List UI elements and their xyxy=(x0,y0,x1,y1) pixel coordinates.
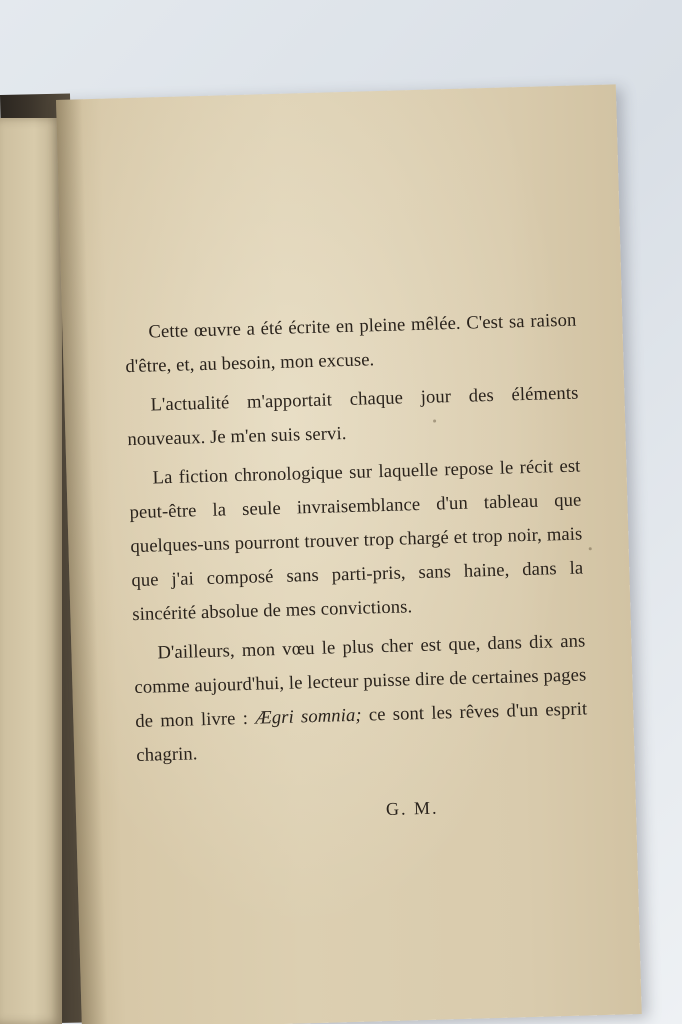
paragraph-1: Cette œuvre a été écrite en pleine mêlée. C'est sa raison d'être, et, au besoin, mon excuse. xyxy=(125,309,577,378)
paper-speck xyxy=(589,547,592,550)
author-signature: G. M. xyxy=(385,797,439,820)
preface-text xyxy=(124,304,589,773)
paragraph-3: La fiction chronologique sur laquelle repose le récit est peut-être la seule invraisemblance d'un tableau que quelques-uns pourront trouver trop chargé et trop noir, mais que j'ai composé sans parti-pris, sans haine, dans la sincérité absolue de mes convictions. xyxy=(129,455,584,626)
paragraph-4-text: D'ailleurs, mon vœu le plus cher est que, dans dix ans comme aujourd'hui, le lecteur puisse dire de certaines pages de mon livre : xyxy=(134,630,587,733)
book-page xyxy=(56,84,642,1024)
facing-page-edge xyxy=(0,118,62,1024)
paper-speck xyxy=(433,420,436,423)
paragraph-4 xyxy=(133,624,589,773)
paragraph-2: L'actualité m'apportait chaque jour des éléments nouveaux. Je m'en suis servi. xyxy=(127,382,579,451)
latin-quote: Ægri somnia; xyxy=(254,704,362,729)
paragraph-4-ending: ce sont les rêves d'un esprit chagrin. xyxy=(136,698,588,767)
